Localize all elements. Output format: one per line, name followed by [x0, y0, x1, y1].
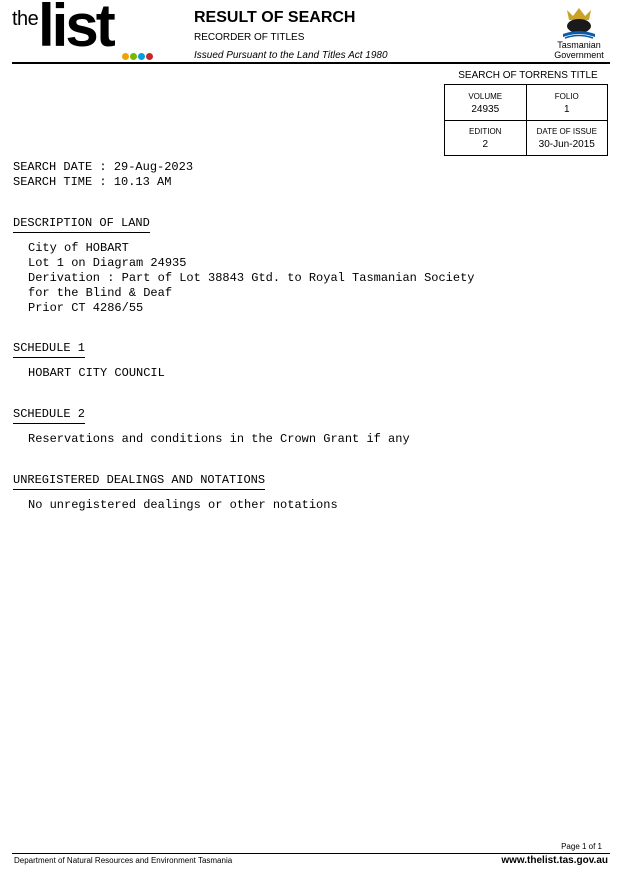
description-line: Derivation : Part of Lot 38843 Gtd. to Royal Tasmanian Society [28, 271, 475, 285]
schedule2-heading: SCHEDULE 2 [13, 407, 85, 424]
description-line: for the Blind & Deaf [28, 286, 173, 300]
act-note: Issued Pursuant to the Land Titles Act 1980 [194, 50, 388, 61]
schedule2-text: Reservations and conditions in the Crown Grant if any [28, 432, 410, 446]
department-name: Department of Natural Resources and Environment Tasmania [14, 856, 233, 865]
description-line: Lot 1 on Diagram 24935 [28, 256, 187, 270]
header-divider [12, 62, 610, 64]
tasmanian-devil-crest-icon [559, 6, 599, 40]
page-title: RESULT OF SEARCH [194, 9, 356, 26]
volume-label: VOLUME [468, 91, 503, 101]
description-line: City of HOBART [28, 241, 129, 255]
edition-value: 2 [482, 139, 489, 151]
search-meta [13, 160, 193, 190]
gov-line-2: Government [554, 50, 604, 60]
schedule1-text: HOBART CITY COUNCIL [28, 366, 165, 380]
unregistered-heading: UNREGISTERED DEALINGS AND NOTATIONS [13, 473, 265, 490]
gov-line-1: Tasmanian [557, 40, 601, 50]
logo-list-text: list [38, 0, 113, 59]
date-of-issue-value: 30-Jun-2015 [538, 139, 595, 151]
logo-dots [122, 53, 153, 60]
date-of-issue-label: DATE OF ISSUE [536, 127, 597, 137]
logo-dot [138, 53, 145, 60]
logo-dot [122, 53, 129, 60]
search-time: SEARCH TIME : 10.13 AM [13, 175, 172, 189]
description-line: Prior CT 4286/55 [28, 301, 144, 315]
tasmanian-government-logo [548, 6, 610, 62]
date-of-issue-cell [526, 120, 608, 156]
page-subtitle: RECORDER OF TITLES [194, 32, 305, 43]
logo-dot [146, 53, 153, 60]
torrens-caption: SEARCH OF TORRENS TITLE [458, 70, 598, 81]
title-details-table [444, 84, 608, 156]
folio-label: FOLIO [554, 91, 579, 101]
page-number: Page 1 of 1 [561, 842, 602, 851]
folio-value: 1 [563, 103, 570, 115]
edition-label: EDITION [469, 127, 502, 137]
thelist-logo [12, 0, 152, 62]
volume-cell [445, 85, 527, 121]
edition-cell [445, 120, 527, 156]
unregistered-text: No unregistered dealings or other notations [28, 498, 338, 512]
search-date: SEARCH DATE : 29-Aug-2023 [13, 160, 194, 174]
logo-the-text: the [12, 8, 39, 30]
folio-cell [526, 85, 608, 121]
website-link[interactable]: www.thelist.tas.gov.au [501, 855, 608, 866]
volume-value: 24935 [471, 103, 500, 115]
description-heading: DESCRIPTION OF LAND [13, 216, 150, 233]
logo-dot [130, 53, 137, 60]
description-body [28, 241, 474, 316]
footer-divider [12, 853, 610, 854]
schedule1-heading: SCHEDULE 1 [13, 341, 85, 358]
